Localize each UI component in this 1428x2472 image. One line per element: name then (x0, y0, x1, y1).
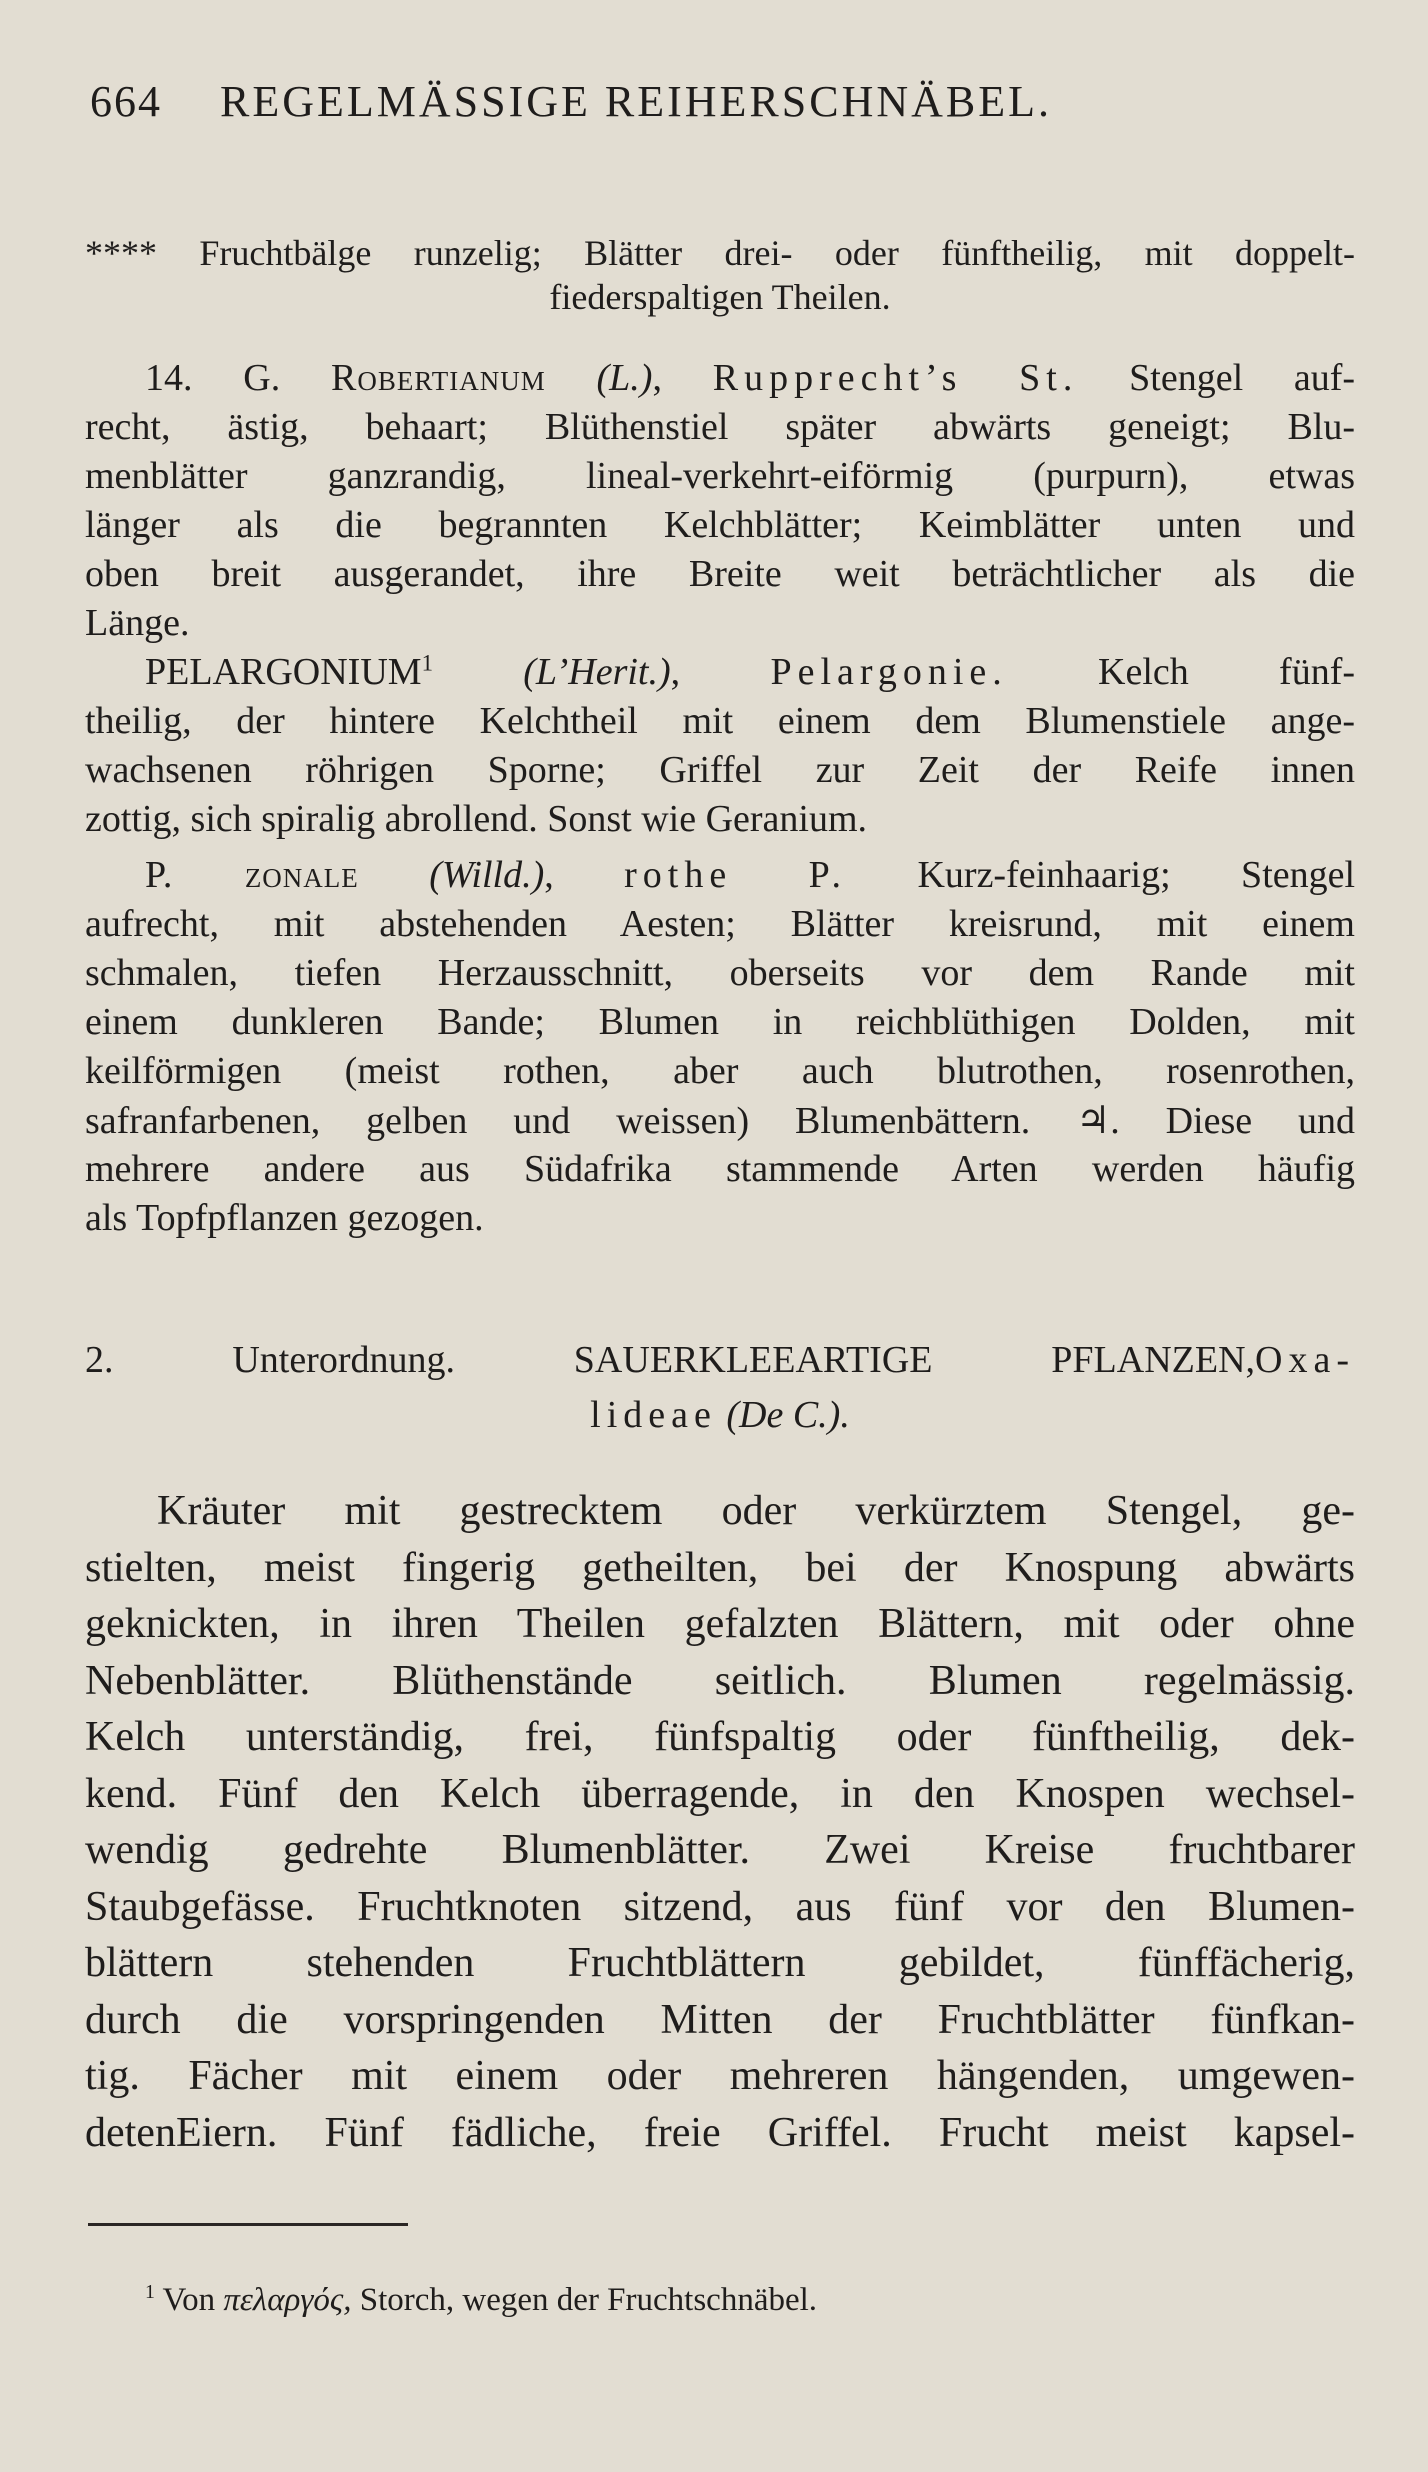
species-14-line-6: Länge. (85, 602, 190, 644)
species-zonale-line-6: safranfarbenen, gelben und weissen) Blumenbättern. ♃. Diese und (85, 1100, 1355, 1142)
genus-pelargonium-line-2: theilig, der hintere Kelchtheil mit einem dem Blumenstiele ange- (85, 700, 1355, 742)
species-14-line-5: oben breit ausgerandet, ihre Breite weit beträchtlicher als die (85, 553, 1355, 595)
footnote-mark: 1 (421, 650, 433, 676)
body-line: Kräuter mit gestrecktem oder verkürztem Stengel, ge- (157, 1488, 1355, 1534)
body-line: Kelch unterständig, frei, fünfspaltig oder fünftheilig, dek- (85, 1714, 1355, 1760)
species-zonale-line-2: aufrecht, mit abstehenden Aesten; Blätter kreisrund, mit einem (85, 903, 1355, 945)
body-line: blättern stehenden Fruchtblättern gebildet, fünffächerig, (85, 1940, 1355, 1986)
species-name: P. zonale (145, 854, 359, 896)
species-author: (Willd.) (429, 854, 545, 896)
species-zonale-line-7: mehrere andere aus Südafrika stammende Arten werden häufig (85, 1148, 1355, 1190)
body-line: durch die vorspringenden Mitten der Fruchtblätter fünfkan- (85, 1997, 1355, 2043)
footnote: $^1$ Von πελαργός, Storch, wegen der Fruchtschnäbel. (145, 2281, 818, 2318)
species-common-name: Rupprecht’s St. (712, 357, 1079, 399)
species-number: 14. G. (145, 357, 281, 399)
species-14-line-3: menblätter ganzrandig, lineal-verkehrt-eiförmig (purpurn), etwas (85, 455, 1355, 497)
species-14-line-2: recht, ästig, behaart; Blüthenstiel später abwärts geneigt; Blu- (85, 406, 1355, 448)
body-line: geknickten, in ihren Theilen gefalzten Blättern, mit oder ohne (85, 1601, 1355, 1647)
species-name: Robertianum (331, 357, 546, 399)
suborder-heading-line-1: 2. Unterordnung. SAUERKLEEARTIGE PFLANZEN,Oxa- (85, 1339, 1355, 1381)
body-line: stielten, meist fingerig getheilten, bei der Knospung abwärts (85, 1545, 1355, 1591)
footnote-rule (88, 2223, 408, 2226)
genus-pelargonium-line-1: PELARGONIUM$^1$ (L’Herit.), Pelargonie. Kelch fünf- (145, 650, 1356, 693)
body-line: detenEiern. Fünf fädliche, freie Griffel. Frucht meist kapsel- (85, 2110, 1355, 2156)
body-line: wendig gedrehte Blumenblätter. Zwei Kreise fruchtbarer (85, 1827, 1355, 1873)
suborder-heading-line-2: lideae (De C.). (590, 1394, 850, 1436)
running-header (90, 76, 1370, 127)
footnote-number: 1 (145, 2281, 155, 2303)
page-number: 664 (90, 77, 162, 126)
species-author: (L.) (596, 357, 653, 399)
section-heading-line-1: **** Fruchtbälge runzelig; Blätter drei- oder fünftheilig, mit doppelt- (85, 233, 1355, 273)
body-line: kend. Fünf den Kelch überragende, in den Knospen wechsel- (85, 1771, 1355, 1817)
genus-pelargonium-line-4: zottig, sich spiralig abrollend. Sonst wie Geranium. (85, 798, 868, 840)
species-zonale-line-3: schmalen, tiefen Herzausschnitt, oberseits vor dem Rande mit (85, 952, 1355, 994)
genus-pelargonium-line-3: wachsenen röhrigen Sporne; Griffel zur Zeit der Reife innen (85, 749, 1355, 791)
body-line: Staubgefässe. Fruchtknoten sitzend, aus fünf vor den Blumen- (85, 1884, 1355, 1930)
body-line: Nebenblätter. Blüthenstände seitlich. Blumen regelmässig. (85, 1658, 1355, 1704)
species-zonale-line-1: P. zonale (Willd.), rothe P. Kurz-feinhaarig; Stengel (145, 854, 1356, 896)
running-title: REGELMÄSSIGE REIHERSCHNÄBEL. (220, 77, 1053, 126)
genus-common-name: Pelargonie. (770, 651, 1008, 693)
body-line: tig. Fächer mit einem oder mehreren hängenden, umgewen- (85, 2053, 1355, 2099)
genus-name: PELARGONIUM (145, 651, 422, 693)
species-zonale-line-5: keilförmigen (meist rothen, aber auch blutrothen, rosenrothen, (85, 1050, 1355, 1092)
species-14-line-1: 14. G. Robertianum (L.), Rupprecht’s St. Stengel auf- (145, 357, 1356, 399)
greek-word: πελαργός, (223, 2282, 352, 2318)
species-common-name: rothe P. (624, 854, 848, 896)
species-zonale-line-4: einem dunkleren Bande; Blumen in reichblüthigen Dolden, mit (85, 1001, 1355, 1043)
genus-author: (L’Herit.) (523, 651, 671, 693)
species-14-line-4: länger als die begrannten Kelchblätter; Keimblätter unten und (85, 504, 1355, 546)
section-heading-line-2: fiederspaltigen Theilen. (549, 277, 891, 317)
species-zonale-line-8: als Topfpflanzen gezogen. (85, 1197, 484, 1239)
